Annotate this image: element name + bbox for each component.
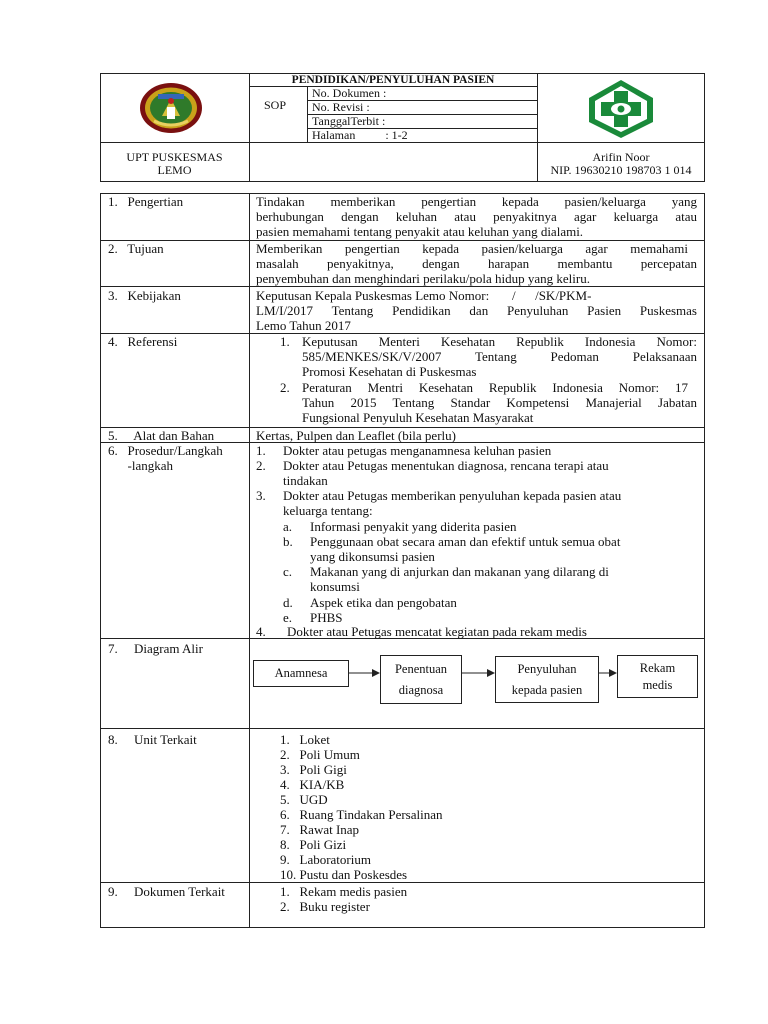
flow-box-label: kepada pasien [511, 682, 583, 697]
sub-letter: d. [283, 595, 293, 610]
step-line: keluarga tentang: [283, 503, 373, 518]
label-unit-terkait: 8. Unit Terkait [108, 732, 197, 747]
sub-line: Aspek etika dan pengobatan [310, 595, 457, 610]
unit-item: 4. KIA/KB [280, 777, 345, 792]
step-line: tindakan [283, 473, 328, 488]
referensi-line: Peraturan Mentri Kesehatan Republik Indonesia Nomor: 17 [302, 380, 688, 395]
alat-bahan-text: Kertas, Pulpen dan Leaflet (bila perlu) [256, 428, 456, 443]
kebijakan-line: LM/I/2017 Tentang Pendidikan dan Penyuluhan Pasien Puskesmas [256, 303, 697, 318]
label-pengertian: 1. Pengertian [108, 194, 184, 209]
sub-line: konsumsi [310, 579, 360, 594]
step-line: Dokter atau petugas menganamnesa keluhan pasien [283, 443, 552, 458]
pengertian-line: berhubungan dengan keluhan atau penyakitnya agar keluarga atau [256, 209, 697, 224]
tujuan-line: Memberikan pengertian kepada pasien/keluarga agar memahami [256, 241, 688, 256]
flow-box-label: Penyuluhan [517, 661, 577, 676]
referensi-line: Keputusan Menteri Kesehatan Republik Indonesia Nomor: [302, 334, 697, 349]
label-dokumen-terkait: 9. Dokumen Terkait [108, 884, 225, 899]
label-prosedur-cont: -langkah [108, 458, 173, 473]
tujuan-line: penyembuhan dan menghindari perilaku/pola hidup yang keliru. [256, 271, 590, 286]
sub-letter: a. [283, 519, 293, 534]
label-tujuan: 2. Tujuan [108, 241, 164, 256]
referensi-line: Tahun 2015 Tentang Standar Kompetensi Manajerial Jabatan [302, 395, 697, 410]
sub-line: Penggunaan obat secara aman dan efektif untuk semua obat [310, 534, 621, 549]
sub-line: Informasi penyakit yang diderita pasien [310, 519, 517, 534]
step-num: 3. [256, 488, 266, 503]
pengertian-line: Tindakan memberikan pengertian kepada pasien/keluarga yang [256, 194, 697, 209]
unit-item: 7. Rawat Inap [280, 822, 360, 837]
step-line: Dokter atau Petugas mencatat kegiatan pada rekam medis [287, 624, 587, 639]
label-kebijakan: 3. Kebijakan [108, 288, 181, 303]
sop-label: SOP [264, 98, 287, 112]
referensi-line: Promosi Kesehatan di Puskesmas [302, 364, 477, 379]
flow-box-label: Penentuan [394, 661, 448, 676]
step-line: Dokter atau Petugas memberikan penyuluhan kepada pasien atau [283, 488, 622, 503]
kebijakan-line: Lemo Tahun 2017 [256, 318, 351, 333]
label-prosedur: 6. Prosedur/Langkah [108, 443, 223, 458]
org-name-line1: UPT PUSKESMAS [126, 150, 223, 164]
referensi-num: 2. [280, 380, 290, 395]
sub-letter: e. [283, 610, 293, 625]
referensi-line: 585/MENKES/SK/V/2007 Tentang Pedoman Pelaksanaan [302, 349, 697, 364]
unit-item: 3. Poli Gigi [280, 762, 347, 777]
sub-line: PHBS [310, 610, 343, 625]
label-diagram-alir: 7. Diagram Alir [108, 641, 203, 656]
label-alat-bahan: 5. Alat dan Bahan [108, 428, 215, 443]
unit-item: 6. Ruang Tindakan Persalinan [280, 807, 443, 822]
referensi-line: Fungsional Penyuluh Kesehatan Masyarakat [302, 410, 534, 425]
sub-line: yang dikonsumsi pasien [310, 549, 435, 564]
no-revisi: No. Revisi : [312, 100, 370, 114]
flow-box-label: Rekam [639, 660, 676, 675]
label-referensi: 4. Referensi [108, 334, 178, 349]
sub-letter: b. [283, 534, 293, 549]
halaman: Halaman : 1-2 [312, 128, 408, 142]
unit-item: 2. Poli Umum [280, 747, 360, 762]
signer-nip: NIP. 19630210 198703 1 014 [550, 163, 692, 177]
step-line: Dokter atau Petugas menentukan diagnosa, rencana terapi atau [283, 458, 609, 473]
step-num: 2. [256, 458, 266, 473]
unit-item: 10. Pustu dan Poskesdes [280, 867, 408, 882]
org-name-line2: LEMO [157, 163, 192, 177]
flow-box-label: Anamnesa [274, 666, 328, 680]
flow-box-label: medis [642, 677, 673, 692]
unit-item: 9. Laboratorium [280, 852, 371, 867]
signer-name: Arifin Noor [592, 150, 650, 164]
unit-item: 5. UGD [280, 792, 328, 807]
document-title: PENDIDIKAN/PENYULUHAN PASIEN [291, 74, 495, 86]
step-num: 4. [256, 624, 266, 639]
tujuan-line: masalah penyakitnya, dengan harapan membantu percepatan [256, 256, 697, 271]
kebijakan-line: Keputusan Kepala Puskesmas Lemo Nomor: / /SK/PKM- [256, 288, 592, 303]
referensi-num: 1. [280, 334, 290, 349]
flow-box-label: diagnosa [398, 682, 444, 697]
unit-item: 1. Loket [280, 732, 330, 747]
dokumen-item: 1. Rekam medis pasien [280, 884, 408, 899]
pengertian-line: pasien memahami tentang penyakit atau keluhan yang dialami. [256, 224, 584, 239]
no-dokumen: No. Dokumen : [312, 86, 387, 100]
step-num: 1. [256, 443, 266, 458]
dokumen-item: 2. Buku register [280, 899, 370, 914]
sub-line: Makanan yang di anjurkan dan makanan yang dilarang di [310, 564, 609, 579]
unit-item: 8. Poli Gizi [280, 837, 347, 852]
sub-letter: c. [283, 564, 293, 579]
tanggal-terbit: TanggalTerbit : [312, 114, 386, 128]
